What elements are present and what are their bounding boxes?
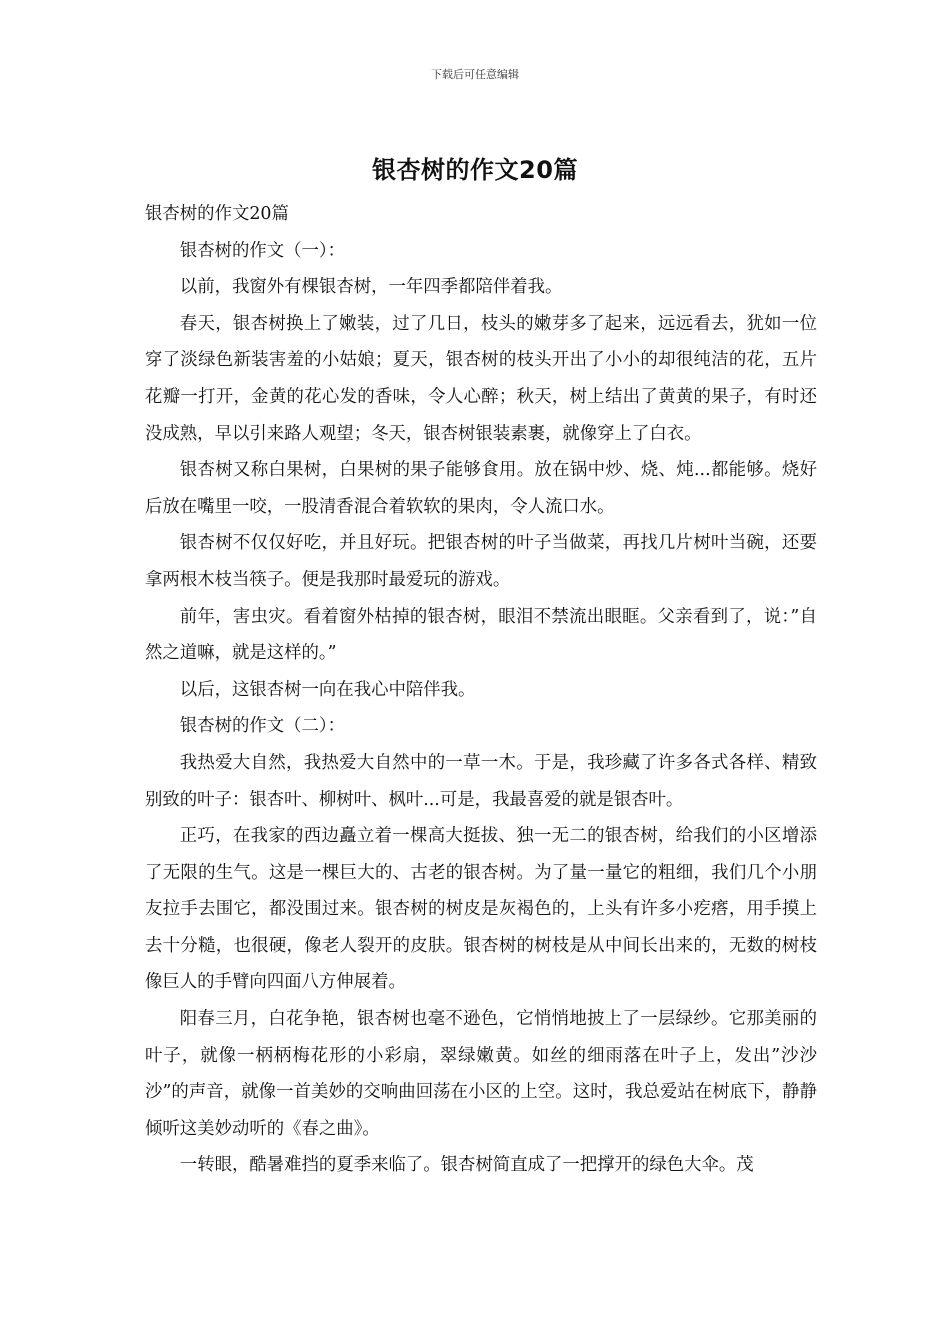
- body-paragraph: 银杏树又称白果树，白果树的果子能够食用。放在锅中炒、烧、炖...都能够。烧好后放在嘴里一咬，一股清香混合着软软的果肉，令人流口水。: [145, 460, 817, 517]
- body-paragraph: 前年，害虫灾。看着窗外枯掉的银杏树，眼泪不禁流出眼眶。父亲看到了，说：”自然之道嘛，就是这样的。”: [145, 606, 817, 664]
- subtitle-paragraph: 银杏树的作文20篇: [145, 204, 289, 224]
- body-paragraph: 以后，这银杏树一向在我心中陪伴我。: [179, 679, 476, 700]
- body-paragraph: 我热爱大自然，我热爱大自然中的一草一木。于是，我珍藏了许多各式各样、精致别致的叶子：银杏叶、柳树叶、枫叶...可是，我最喜爱的就是银杏叶。: [145, 752, 817, 810]
- document-body: [145, 196, 817, 1184]
- body-paragraph: 正巧，在我家的西边矗立着一棵高大挺拔、独一无二的银杏树，给我们的小区增添了无限的生气。这是一棵巨大的、古老的银杏树。为了量一量它的粗细，我们几个小朋友拉手去围它，都没围过来。银杏树的树皮是灰褐色的，上头有许多小疙瘩，用手摸上去十分糙，也很硬，像老人裂开的皮肤。银杏树的树枝是从中间长出来的，无数的树枝像巨人的手臂向四面八方伸展着。: [145, 826, 817, 993]
- body-paragraph: 一转眼，酷暑难挡的夏季来临了。银杏树简直成了一把撑开的绿色大伞。茂: [179, 1155, 754, 1176]
- body-paragraph: 春天，银杏树换上了嫩装，过了几日，枝头的嫩芽多了起来，远远看去，犹如一位穿了淡绿色新装害羞的小姑娘；夏天，银杏树的枝头开出了小小的却很纯洁的花，五片花瓣一打开，金黄的花心发的香味，令人心醉；秋天，树上结出了黄黄的果子，有时还没成熟，早以引来路人观望；冬天，银杏树银装素裹，就像穿上了白衣。: [145, 313, 817, 444]
- header-note: 下载后可任意编辑: [431, 68, 519, 81]
- section-heading: 银杏树的作文（一）：: [179, 240, 346, 261]
- document-title: 银杏树的作文20篇: [372, 156, 578, 184]
- body-paragraph: 银杏树不仅仅好吃，并且好玩。把银杏树的叶子当做菜，再找几片树叶当碗，还要拿两根木枝当筷子。便是我那时最爱玩的游戏。: [145, 533, 817, 590]
- section-heading: 银杏树的作文（二）：: [179, 716, 346, 737]
- body-paragraph: 以前，我窗外有棵银杏树，一年四季都陪伴着我。: [179, 277, 563, 298]
- body-paragraph: 阳春三月，白花争艳，银杏树也毫不逊色，它悄悄地披上了一层绿纱。它那美丽的叶子，就像一柄柄梅花形的小彩扇，翠绿嫩黄。如丝的细雨落在叶子上，发出”沙沙沙”的声音，就像一首美妙的交响曲回荡在小区的上空。这时，我总爱站在树底下，静静倾听这美妙动听的《春之曲》。: [145, 1009, 817, 1139]
